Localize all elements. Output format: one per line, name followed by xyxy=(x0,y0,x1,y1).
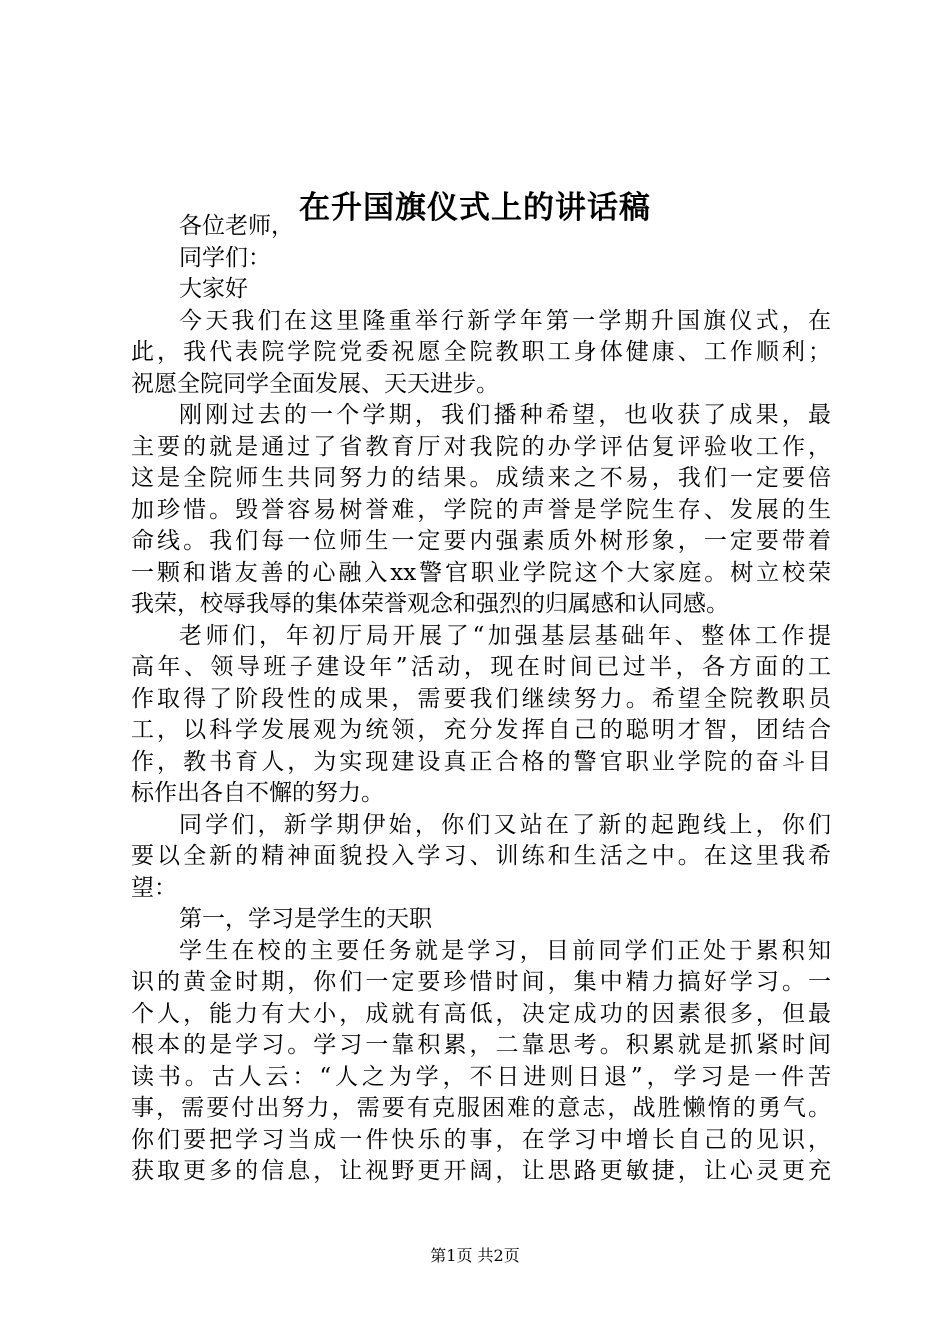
body-line: 第一，学习是学生的天职 xyxy=(179,906,432,932)
body-line: 今天我们在这里隆重举行新学年第一学期升国旗仪式，在 xyxy=(179,307,831,334)
body-line: 老师们，年初厅局开展了“加强基层基础年、整体工作提 xyxy=(179,622,831,649)
body-line: 大家好 xyxy=(179,276,248,302)
body-line: 这是全院师生共同努力的结果。成绩来之不易，我们一定要倍 xyxy=(131,465,831,491)
body-line: 个人，能力有大小，成就有高低，决定成功的因素很多，但最 xyxy=(131,1000,831,1027)
body-line: 命线。我们每一位师生一定要内强素质外树形象，一定要带着 xyxy=(131,528,831,554)
body-line: 根本的是学习。学习一靠积累，二靠思考。积累就是抓紧时间 xyxy=(131,1032,831,1058)
body-line: 要以全新的精神面貌投入学习、训练和生活之中。在这里我希 xyxy=(131,843,831,869)
body-line: 作，教书育人，为实现建设真正合格的警官职业学院的奋斗目 xyxy=(131,748,831,775)
body-line: 工，以科学发展观为统领，充分发挥自己的聪明才智，团结合 xyxy=(131,717,831,743)
body-line: 此，我代表院学院党委祝愿全院教职工身体健康、工作顺利； xyxy=(131,339,831,365)
body-line: 祝愿全院同学全面发展、天天进步。 xyxy=(131,370,499,397)
body-line: 望： xyxy=(131,874,177,901)
body-line: 加珍惜。毁誉容易树誉难，学院的声誉是学院生存、发展的生 xyxy=(131,496,831,523)
page-number: 第1页 共2页 xyxy=(430,1246,520,1265)
body-line: 我荣，校辱我辱的集体荣誉观念和强烈的归属感和认同感。 xyxy=(131,591,729,617)
body-line: 各位老师， xyxy=(179,213,294,239)
body-line: 识的黄金时期，你们一定要珍惜时间，集中精力搞好学习。一 xyxy=(131,969,831,995)
document-body xyxy=(131,211,831,1188)
body-line: 主要的就是通过了省教育厅对我院的办学评估复评验收工作， xyxy=(131,433,831,460)
body-line: 学生在校的主要任务就是学习，目前同学们正处于累积知 xyxy=(179,937,831,964)
body-line: 同学们： xyxy=(179,244,271,271)
body-line: 你们要把学习当成一件快乐的事，在学习中增长自己的见识， xyxy=(131,1126,831,1153)
body-line: 事，需要付出努力，需要有克服困难的意志，战胜懒惰的勇气。 xyxy=(131,1095,831,1121)
body-line: 作取得了阶段性的成果，需要我们继续努力。希望全院教职员 xyxy=(131,685,831,712)
body-line: 读书。古人云：“人之为学，不日进则日退”，学习是一件苦 xyxy=(131,1063,831,1090)
body-line: 一颗和谐友善的心融入xx警官职业学院这个大家庭。树立校荣 xyxy=(131,559,831,586)
body-line: 刚刚过去的一个学期，我们播种希望，也收获了成果，最 xyxy=(179,402,831,428)
document-title: 在升国旗仪式上的讲话稿 xyxy=(299,190,651,226)
body-line: 获取更多的信息，让视野更开阔，让思路更敏捷，让心灵更充 xyxy=(131,1158,831,1184)
body-line: 高年、领导班子建设年”活动，现在时间已过半，各方面的工 xyxy=(131,654,831,680)
body-line: 标作出各自不懈的努力。 xyxy=(131,780,384,806)
body-line: 同学们，新学期伊始，你们又站在了新的起跑线上，你们 xyxy=(179,811,831,838)
